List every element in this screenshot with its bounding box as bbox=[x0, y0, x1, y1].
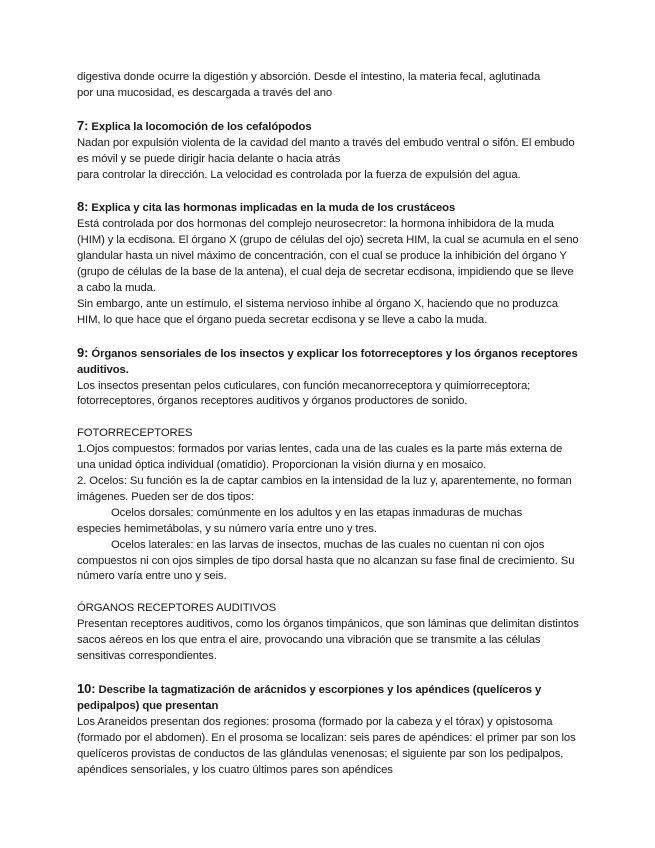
fotorreceptores-item-2: 2. Ocelos: Su función es la de captar cambios en la intensidad de la luz y, aparentemente, no forman imágenes. Pueden ser de dos tipos: bbox=[77, 475, 572, 503]
question-10-heading: 10: Describe la tagmatización de arácnidos y escorpiones y los apéndices (quelíceros y pedipalpos) que presentan bbox=[77, 681, 542, 712]
intro-paragraph: digestiva donde ocurre la digestión y absorción. Desde el intestino, la materia fecal, aglutinada por una mucosidad, es descargada a través del ano bbox=[77, 71, 541, 99]
ocelos-laterales: Ocelos laterales: en las larvas de insectos, muchas de las cuales no cuentan ni con ojos bbox=[111, 538, 545, 551]
question-9-heading: 9: Órganos sensoriales de los insectos y explicar los fotorreceptores y los órganos receptores auditivos. bbox=[77, 344, 578, 376]
question-9-answer: Los insectos presentan pelos cuticulares, con función mecanorreceptora y quimiorreceptora; fotorreceptores, órganos receptores auditivos y órganos productores de sonido. bbox=[77, 379, 531, 408]
auditivos-paragraph: Presentan receptores auditivos, como los órganos timpánicos, que son láminas que delimitan distintos sacos aéreos en los que entra el aire, provocando una vibración que se transmite a las células sensitivas correspondientes. bbox=[77, 618, 579, 663]
ocelos-dorsales: Ocelos dorsales: comúnmente en los adultos y en las etapas inmaduras de muchas bbox=[111, 506, 523, 519]
auditivos-heading: ÓRGANOS RECEPTORES AUDITIVOS bbox=[77, 602, 277, 615]
ocelos-dorsales-cont: especies hemimetábolas, y su número varía entre uno y tres. bbox=[77, 522, 377, 535]
ocelos-laterales-cont: compuestos ni con ojos simples de tipo dorsal hasta que no alcanzan su fase final de crecimiento. Su número varía entre uno y seis. bbox=[77, 554, 575, 583]
fotorreceptores-item-1: 1.Ojos compuestos: formados por varias lentes, cada una de las cuales es la parte más externa de una unidad óptica individual (omatidio). Proporcionan la visión diurna y en mosaico. bbox=[77, 443, 563, 472]
question-8-answer: Está controlada por dos hormonas del complejo neurosecretor: la hormona inhibidora de la muda (HIM) y la ecdisona. El órgano X (grupo de células del ojo) secreta HIM, la cual se acumula en el seno glandular hasta un nivel máximo de concentración, con el cual se produce la inhibición del órgano Y (grupo de células de la base de la antena), el cual deja de secretar ecdisona, impidiendo que se lleve a cabo la muda. bbox=[77, 218, 579, 294]
question-10-answer: Los Araneidos presentan dos regiones: prosoma (formado por la cabeza y el tórax) y opistosoma (formado por el abdomen). En el prosoma se localizan: seis pares de apéndices: el primer par son los quelíceros provistas de conductos de las glándulas venenosas; el siguiente par son los pedipalpos, apéndices sensoriales, y los cuatro últimos pares son apéndices bbox=[77, 715, 576, 776]
question-8-heading: 8: Explica y cita las hormonas implicadas en la muda de los crustáceos bbox=[77, 199, 456, 215]
question-7-heading: 7: Explica la locomoción de los cefalópodos bbox=[77, 117, 312, 133]
document-page bbox=[77, 70, 579, 778]
question-7-answer: Nadan por expulsión violenta de la cavidad del manto a través del embudo ventral o sifón. El embudo es móvil y se puede dirigir hacia delante o hacia atrás bbox=[77, 136, 575, 165]
question-7-answer-cont: para controlar la dirección. La velocidad es controlada por la fuerza de expulsión del agua. bbox=[77, 168, 521, 181]
fotorreceptores-heading: FOTORRECEPTORES bbox=[77, 427, 193, 440]
question-8-answer-cont: Sin embargo, ante un estímulo, el sistema nervioso inhibe al órgano X, haciendo que no produzca HIM, lo que hace que el órgano pueda secretar ecdisona y se lleve a cabo la muda. bbox=[77, 297, 558, 326]
